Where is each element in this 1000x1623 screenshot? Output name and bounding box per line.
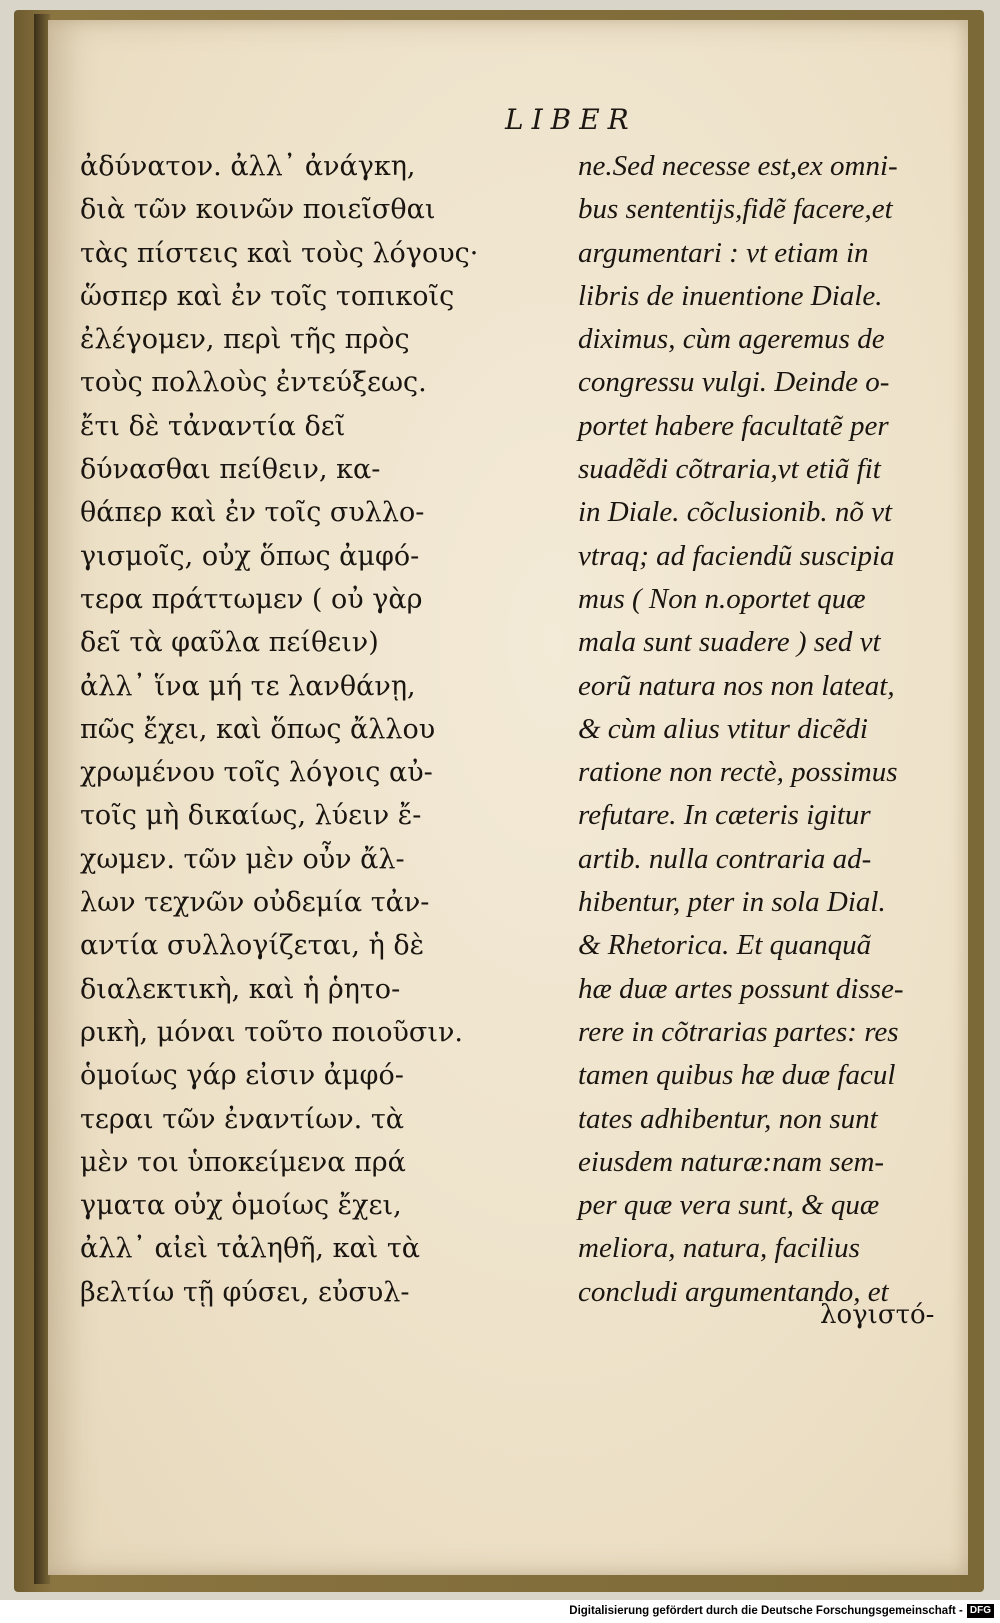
latin-line: ne.Sed necesse est,ex omni- <box>578 150 898 182</box>
latin-line: vtraq; ad faciendũ suscipia <box>578 539 895 572</box>
greek-line: θάπερ καὶ ἐν τοῖς συλλο- <box>80 497 425 529</box>
greek-line: ὥσπερ καὶ ἐν τοῖς τοπικοῖς <box>80 280 455 312</box>
greek-line: ἀλλ᾿ αἰεὶ τἀληθῆ, καὶ τὰ <box>80 1233 421 1265</box>
greek-line: τοὺς πολλοὺς ἐντεύξεως. <box>80 367 427 399</box>
latin-line: artib. nulla contraria ad- <box>578 842 872 875</box>
digitization-footer <box>569 1601 994 1621</box>
dfg-logo: DFG <box>967 1604 994 1618</box>
latin-column <box>578 145 973 1314</box>
latin-line: hibentur, pter in sola Dial. <box>578 886 886 919</box>
latin-line: hæ duæ artes possunt disse- <box>578 972 904 1005</box>
running-head: LIBER <box>505 103 637 136</box>
greek-line: ἀδύνατον. ἀλλ᾿ ἀνάγκη, <box>80 151 416 182</box>
latin-line: diximus, cùm ageremus de <box>578 323 885 356</box>
latin-line: argumentari : vt etiam in <box>578 236 869 269</box>
greek-line: χωμεν. τῶν μὲν οὖν ἄλ- <box>80 843 405 875</box>
latin-line: concludi argumentando, et <box>578 1275 889 1308</box>
greek-column <box>80 145 570 1314</box>
latin-line: eorũ natura nos non lateat, <box>578 669 895 702</box>
greek-line: ὁμοίως γάρ εἰσιν ἀμφό- <box>80 1060 404 1092</box>
latin-line: refutare. In cæteris igitur <box>578 799 871 832</box>
greek-line: δύνασθαι πείθειν, κα- <box>80 454 381 486</box>
latin-line: mala sunt suadere ) sed vt <box>578 626 881 659</box>
greek-line: αντία συλλογίζεται, ἡ δὲ <box>80 930 425 962</box>
latin-line: tates adhibentur, non sunt <box>578 1102 878 1135</box>
greek-line: διαλεκτικὴ, καὶ ἡ ῥητο- <box>80 973 401 1005</box>
latin-line: rere in cõtrarias partes: res <box>578 1015 899 1048</box>
latin-line: & cùm alius vtitur dicẽdi <box>578 712 868 745</box>
greek-line: λων τεχνῶν οὐδεμία τἀν- <box>80 887 430 919</box>
greek-line: τὰς πίστεις καὶ τοὺς λόγους· <box>80 237 479 269</box>
latin-line: portet habere facultatẽ per <box>578 409 889 442</box>
greek-line: ρικὴ, μόναι τοῦτο ποιοῦσιν. <box>80 1016 463 1048</box>
latin-line: & Rhetorica. Et quanquã <box>578 929 872 962</box>
latin-line: eiusdem naturæ:nam sem- <box>578 1145 885 1178</box>
greek-line: πῶς ἔχει, καὶ ὅπως ἄλλου <box>80 713 436 745</box>
greek-line: τοῖς μὴ δικαίως, λύειν ἔ- <box>80 800 422 832</box>
latin-line: tamen quibus hæ duæ facul <box>578 1059 896 1092</box>
footer-text: Digitalisierung gefördert durch die Deutsche Forschungsgemeinschaft - <box>569 1605 963 1617</box>
latin-line: suadẽdi cõtraria,vt etiã fit <box>578 453 881 486</box>
latin-line: mus ( Non n.oportet quæ <box>578 582 866 615</box>
greek-line: βελτίω τῇ φύσει, εὐσυλ- <box>80 1276 410 1308</box>
catchword: λογιστό- <box>820 1300 935 1330</box>
greek-line: διὰ τῶν κοινῶν ποιεῖσθαι <box>80 194 436 226</box>
greek-line: δεῖ τὰ φαῦλα πείθειν) <box>80 627 379 659</box>
greek-line: τεραι τῶν ἐναντίων. τὰ <box>80 1103 404 1135</box>
greek-line: χρωμένου τοῖς λόγοις αὐ- <box>80 757 433 789</box>
latin-line: bus sententijs,fidẽ facere,et <box>578 193 893 226</box>
greek-line: μὲν τοι ὑποκείμενα πρά <box>80 1146 406 1178</box>
greek-line: γματα οὐχ ὁμοίως ἔχει, <box>80 1190 402 1222</box>
greek-line: γισμοῖς, οὐχ ὅπως ἀμφό- <box>80 540 420 572</box>
latin-line: ratione non rectè, possimus <box>578 756 898 789</box>
greek-line: ἀλλ᾿ ἵνα μή τε λανθάνῃ, <box>80 670 416 702</box>
latin-line: libris de inuentione Diale. <box>578 279 883 312</box>
latin-line: per quæ vera sunt, & quæ <box>578 1189 880 1222</box>
latin-line: meliora, natura, facilius <box>578 1232 860 1265</box>
greek-line: τερα πράττωμεν ( οὐ γὰρ <box>80 583 423 615</box>
latin-line: in Diale. cõclusionib. nõ vt <box>578 496 893 529</box>
greek-line: ἔτι δὲ τἀναντία δεῖ <box>80 410 346 442</box>
greek-line: ἐλέγομεν, περὶ τῆς πρὸς <box>80 324 410 356</box>
latin-line: congressu vulgi. Deinde o- <box>578 366 890 399</box>
